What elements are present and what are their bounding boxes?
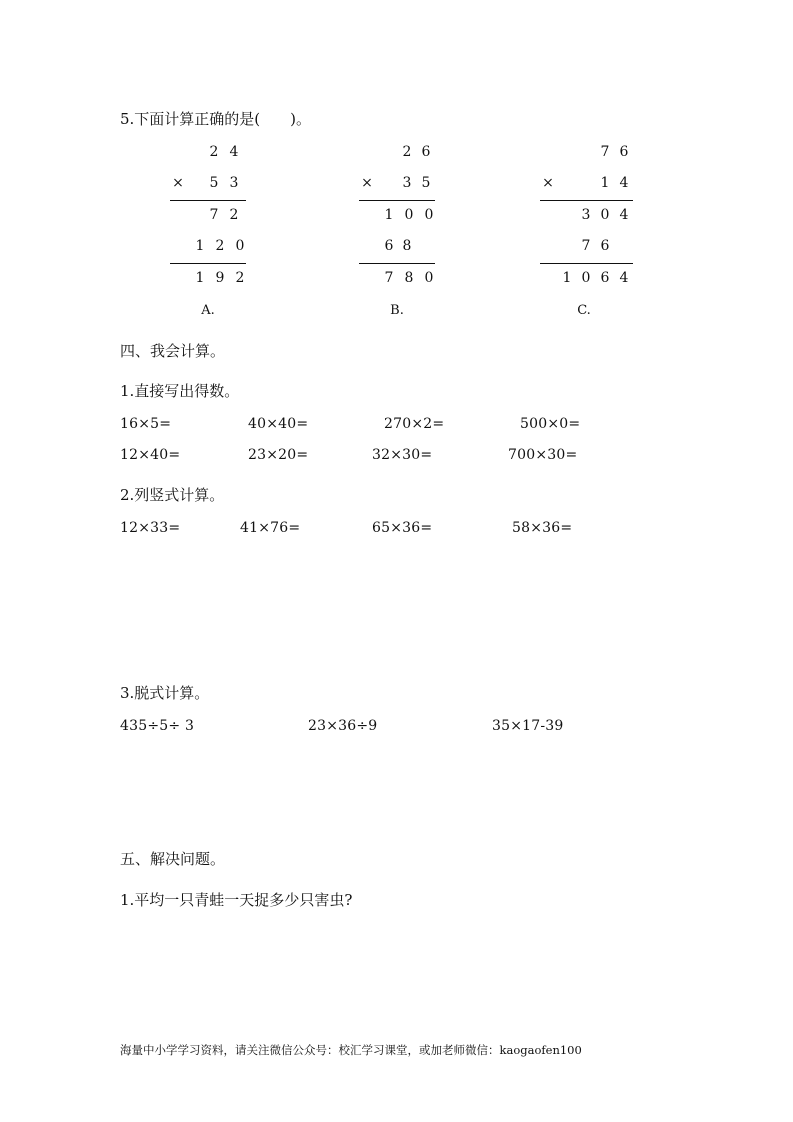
vertical-calc-item: 58×36= (512, 520, 573, 536)
digit: 2 (215, 238, 225, 254)
digit: 6 (600, 238, 610, 254)
oral-calc-item: 23×20= (248, 447, 309, 463)
vertical-calc-a (170, 144, 250, 324)
digit: 4 (619, 207, 629, 223)
digit: 9 (215, 270, 225, 286)
digit: 0 (424, 207, 434, 223)
result-row (170, 270, 250, 290)
stepwise-calc-item: 435÷5÷ 3 (120, 718, 195, 734)
vertical-calc-b (359, 144, 439, 324)
rule-line (540, 263, 633, 264)
digit: 3 (229, 175, 239, 191)
digit: 3 (581, 207, 591, 223)
digit: 3 (402, 175, 412, 191)
result-row (540, 270, 640, 290)
oral-calc-item: 12×40= (120, 447, 181, 463)
oral-calc-item: 270×2= (384, 416, 445, 432)
vertical-calc-item: 12×33= (120, 520, 181, 536)
times-sign: × (361, 175, 373, 191)
digit: 1 (384, 207, 394, 223)
digit: 2 (229, 207, 239, 223)
oral-calc-item: 16×5= (120, 416, 172, 432)
digit: 5 (209, 175, 219, 191)
section-4-heading: 四、我会计算。 (120, 342, 226, 360)
digit: 0 (600, 207, 610, 223)
digit: 1 (195, 270, 205, 286)
digit: 0 (404, 207, 414, 223)
problem-1-text: 1.平均一只青蛙一天捉多少只害虫? (120, 891, 353, 909)
times-sign: × (172, 175, 184, 191)
footer-note: 海量中小学学习资料，请关注微信公众号：校汇学习课堂，或加老师微信：kaogaofen100 (120, 1043, 582, 1057)
rule-line (170, 263, 246, 264)
digit: 8 (402, 238, 412, 254)
oral-calc-item: 700×30= (508, 447, 578, 463)
vertical-calc-c (540, 144, 640, 324)
multiplicand-row (540, 144, 640, 164)
digit: 8 (404, 270, 414, 286)
part-3-title: 3.脱式计算。 (120, 684, 210, 702)
section-5-heading: 五、解决问题。 (120, 850, 226, 868)
digit: 6 (384, 238, 394, 254)
option-label-a: A. (201, 303, 215, 318)
multiplicand-row (170, 144, 250, 164)
result-row (359, 270, 439, 290)
digit: 0 (424, 270, 434, 286)
digit: 0 (581, 270, 591, 286)
multiplier-row (540, 175, 640, 195)
stepwise-calc-item: 23×36÷9 (308, 718, 378, 734)
times-sign: × (542, 175, 554, 191)
part-2-title: 2.列竖式计算。 (120, 486, 225, 504)
partial-product-row (170, 207, 250, 227)
digit: 6 (600, 270, 610, 286)
partial-product-row (540, 207, 640, 227)
partial-product-row (540, 238, 640, 258)
digit: 1 (195, 238, 205, 254)
multiplier-row (359, 175, 439, 195)
oral-calc-item: 32×30= (372, 447, 433, 463)
rule-line (540, 200, 633, 201)
rule-line (170, 200, 246, 201)
vertical-calc-item: 41×76= (240, 520, 301, 536)
digit: 1 (562, 270, 572, 286)
digit: 5 (421, 175, 431, 191)
digit: 4 (619, 270, 629, 286)
stepwise-calc-item: 35×17-39 (492, 718, 564, 734)
digit: 4 (619, 175, 629, 191)
digit: 0 (235, 238, 245, 254)
digit: 4 (229, 144, 239, 160)
rule-line (359, 263, 435, 264)
digit: 6 (619, 144, 629, 160)
partial-product-row (170, 238, 250, 258)
multiplier-row (170, 175, 250, 195)
digit: 2 (402, 144, 412, 160)
part-1-title: 1.直接写出得数。 (120, 382, 240, 400)
digit: 2 (235, 270, 245, 286)
option-label-c: C. (577, 303, 591, 318)
option-label-b: B. (390, 303, 404, 318)
question-5-title: 5.下面计算正确的是( )。 (120, 110, 312, 128)
rule-line (359, 200, 435, 201)
digit: 1 (600, 175, 610, 191)
digit: 6 (421, 144, 431, 160)
digit: 7 (581, 238, 591, 254)
oral-calc-item: 40×40= (248, 416, 309, 432)
digit: 7 (600, 144, 610, 160)
digit: 7 (384, 270, 394, 286)
partial-product-row (359, 238, 439, 258)
multiplicand-row (359, 144, 439, 164)
digit: 2 (209, 144, 219, 160)
vertical-calc-item: 65×36= (372, 520, 433, 536)
oral-calc-item: 500×0= (520, 416, 581, 432)
partial-product-row (359, 207, 439, 227)
digit: 7 (209, 207, 219, 223)
